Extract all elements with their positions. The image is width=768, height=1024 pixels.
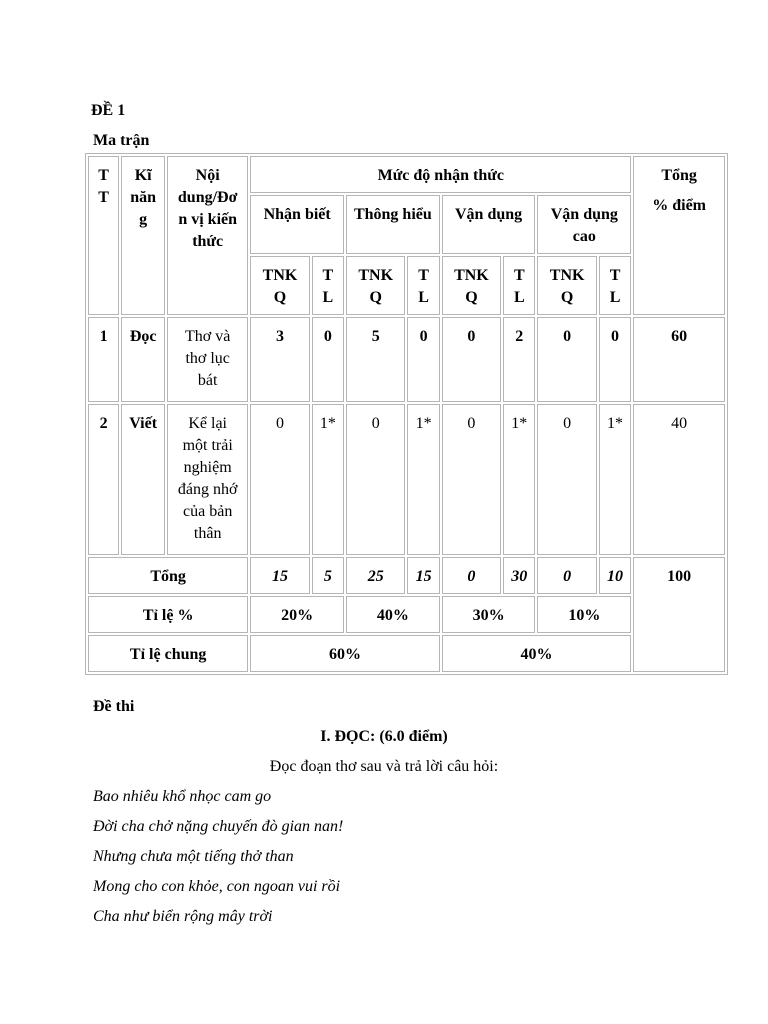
row-value: 0 (537, 317, 596, 402)
row-tong: 60 (633, 317, 725, 402)
exam-label: Đề thi (93, 698, 135, 715)
assessment-matrix-table (85, 153, 728, 675)
poem-line: Nhưng chưa một tiếng thở than (93, 848, 294, 865)
header-sub: TNK Q (250, 256, 309, 315)
header-level: Nhận biết (250, 195, 344, 254)
row-value: 0 (407, 317, 439, 402)
table-row (88, 404, 725, 555)
ti-le-chung-value: 40% (442, 635, 632, 672)
row-tt: 1 (88, 317, 119, 402)
tong-value: 5 (312, 557, 344, 594)
header-muc-do: Mức độ nhận thức (250, 156, 631, 193)
tong-label: Tổng (88, 557, 248, 594)
tong-value: 0 (537, 557, 596, 594)
header-sub: T L (407, 256, 439, 315)
ti-le-value: 20% (250, 596, 344, 633)
row-value: 1* (599, 404, 631, 555)
row-value: 0 (599, 317, 631, 402)
header-level: Thông hiểu (346, 195, 440, 254)
ti-le-chung-value: 60% (250, 635, 439, 672)
poem-line: Mong cho con khỏe, con ngoan vui rồi (93, 878, 341, 895)
tong-row (88, 557, 725, 594)
row-value: 1* (503, 404, 535, 555)
row-ki-nang: Viết (121, 404, 165, 555)
row-value: 5 (346, 317, 405, 402)
tong-total: 100 (633, 557, 725, 672)
header-sub: T L (312, 256, 344, 315)
header-sub: T L (599, 256, 631, 315)
row-value: 1* (407, 404, 439, 555)
row-value: 2 (503, 317, 535, 402)
ti-le-value: 40% (346, 596, 440, 633)
ti-le-value: 30% (442, 596, 536, 633)
row-tt: 2 (88, 404, 119, 555)
row-value: 0 (346, 404, 405, 555)
reading-section-title: I. ĐỌC: (6.0 điểm) (320, 728, 448, 745)
header-noi-dung: Nội dung/Đơ n vị kiến thức (167, 156, 248, 315)
header-tong-diem: Tổng % điểm (633, 156, 725, 315)
row-value: 1* (312, 404, 344, 555)
tong-value: 15 (407, 557, 439, 594)
row-value: 3 (250, 317, 309, 402)
header-sub: TNK Q (442, 256, 501, 315)
matrix-title: Ma trận (93, 132, 150, 149)
row-noi-dung: Thơ và thơ lục bát (167, 317, 248, 402)
ti-le-chung-row (88, 635, 725, 672)
row-value: 0 (442, 404, 501, 555)
row-tong: 40 (633, 404, 725, 555)
header-sub: TNK Q (346, 256, 405, 315)
tong-value: 25 (346, 557, 405, 594)
poem-line: Đời cha chở nặng chuyến đò gian nan! (93, 818, 344, 835)
row-noi-dung: Kể lại một trải nghiệm đáng nhớ của bản thân (167, 404, 248, 555)
ti-le-chung-label: Tỉ lệ chung (88, 635, 248, 672)
header-ki-nang: Kĩ năn g (121, 156, 165, 315)
row-value: 0 (537, 404, 596, 555)
tong-value: 0 (442, 557, 501, 594)
exam-number-title: ĐỀ 1 (91, 102, 126, 119)
tong-value: 10 (599, 557, 631, 594)
table-row (88, 317, 725, 402)
poem-line: Cha như biển rộng mây trời (93, 908, 273, 925)
reading-instruction: Đọc đoạn thơ sau và trả lời câu hỏi: (269, 758, 499, 775)
row-ki-nang: Đọc (121, 317, 165, 402)
tong-value: 30 (503, 557, 535, 594)
ti-le-label: Tỉ lệ % (88, 596, 248, 633)
poem-line: Bao nhiêu khổ nhọc cam go (93, 788, 272, 805)
header-tt: T T (88, 156, 119, 315)
header-sub: TNK Q (537, 256, 596, 315)
row-value: 0 (312, 317, 344, 402)
tong-value: 15 (250, 557, 309, 594)
header-level: Vận dụng (442, 195, 536, 254)
row-value: 0 (442, 317, 501, 402)
header-level: Vận dụng cao (537, 195, 631, 254)
ti-le-value: 10% (537, 596, 631, 633)
ti-le-row (88, 596, 725, 633)
header-sub: T L (503, 256, 535, 315)
table-header-row-1 (88, 156, 725, 193)
row-value: 0 (250, 404, 309, 555)
